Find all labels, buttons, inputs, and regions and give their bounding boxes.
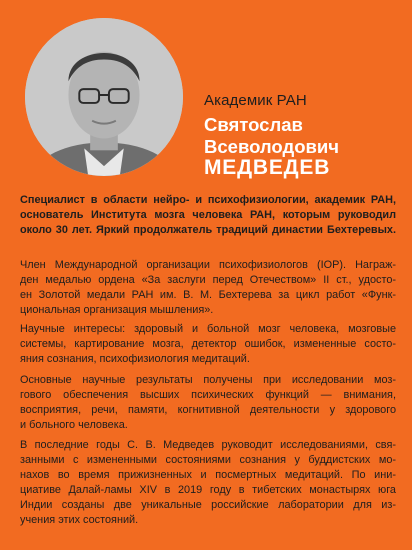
paragraph-line: циональная организация мышления». [20, 304, 214, 316]
paragraph-line: нахов во время прижизненных и посмертных медитаций. По ини- [20, 469, 396, 481]
paragraph-line: Основные научные результаты получены при исследовании моз- [20, 374, 396, 386]
paragraph-line: учения этих состояний. [20, 514, 139, 526]
paragraph-line: гового обеспечения высших психических функций — внимания, [20, 389, 396, 401]
bio-lead-paragraph [20, 193, 396, 238]
author-surname: МЕДВЕДЕВ [204, 156, 331, 179]
bio-research-paragraph [20, 438, 396, 528]
lead-line: около 30 лет. Яркий продолжатель традиций династии Бехтеревых. [20, 224, 396, 236]
author-portrait [25, 18, 183, 176]
bio-interests-paragraph [20, 322, 396, 367]
paragraph-line: В последние годы С. В. Медведев руководит исследованиями, свя- [20, 439, 396, 451]
bio-awards-paragraph [20, 258, 396, 318]
lead-line: Специалист в области нейро- и психофизиологии, академик РАН, [20, 194, 396, 206]
paragraph-line: Член Международной организации психофизиологов (IOP). Награж- [20, 259, 396, 271]
patronymic: Всеволодович [204, 136, 340, 157]
paragraph-line: Индии созданы две уникальные российские лаборатории для из- [20, 499, 396, 511]
paragraph-line: занными с измененными состояниями сознания у буддистских мо- [20, 454, 396, 466]
paragraph-line: циативе Далай-ламы XIV в 2019 году в тибетских монастырях юга [20, 484, 396, 496]
author-first-name [204, 114, 339, 158]
paragraph-line: восприятия, речи, памяти, когнитивной деятельности у здорового [20, 404, 396, 416]
paragraph-line: и больного человека. [20, 419, 128, 431]
paragraph-line: ен Золотой медали РАН им. В. М. Бехтерева за цикл работ «Функ- [20, 289, 396, 301]
bio-results-paragraph [20, 373, 396, 433]
paragraph-line: Научные интересы: здоровый и больной мозг человека, мозговые [20, 323, 396, 335]
portrait-photo [25, 18, 183, 176]
lead-line: основатель Института мозга человека РАН, которым руководил [20, 209, 396, 221]
paragraph-line: системы, картирование мозга, детектор ошибок, измененные состо- [20, 338, 396, 350]
first-name: Святослав [204, 114, 303, 135]
paragraph-line: ден медалью ордена «За заслуги перед Отечеством» II ст., удосто- [20, 274, 396, 286]
academic-rank: Академик РАН [204, 92, 307, 109]
paragraph-line: яния сознания, психофизиология медитаций. [20, 353, 250, 365]
